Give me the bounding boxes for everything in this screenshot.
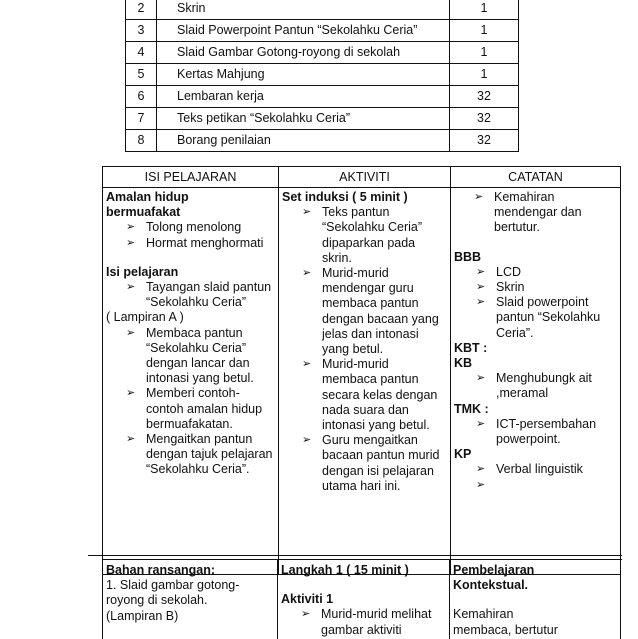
materials-qty-cell: 32 bbox=[450, 108, 519, 130]
list-item bbox=[282, 433, 447, 494]
materials-no-cell: 7 bbox=[126, 108, 157, 130]
kp-list bbox=[454, 462, 617, 491]
bahan-line-1: 1. Slaid gambar gotong- bbox=[106, 578, 240, 593]
lesson-next-row bbox=[102, 555, 622, 635]
arrow-bullet-icon: ➢ bbox=[476, 463, 486, 476]
arrow-bullet-icon: ➢ bbox=[126, 221, 136, 234]
isi-list-tayangan bbox=[106, 280, 275, 310]
langkah-1-title: Langkah 1 ( 15 minit ) bbox=[281, 563, 409, 577]
materials-item-cell: Teks petikan “Sekolahku Ceria” bbox=[157, 108, 450, 130]
bbb-list bbox=[454, 265, 617, 341]
arrow-bullet-icon: ➢ bbox=[126, 433, 136, 446]
aktiviti-list bbox=[282, 205, 447, 494]
list-item bbox=[454, 295, 617, 341]
tmk-list bbox=[454, 417, 617, 447]
arrow-bullet-icon: ➢ bbox=[301, 608, 311, 621]
isi-title-3: Isi pelajaran bbox=[106, 264, 179, 279]
arrow-bullet-icon: ➢ bbox=[126, 387, 136, 400]
aktiviti-cell bbox=[279, 188, 451, 575]
header-aktiviti: AKTIVITI bbox=[279, 167, 451, 188]
materials-qty-cell: 1 bbox=[450, 0, 519, 20]
list-item-text: Guru mengaitkan bacaan pantun murid dengan isi pelajaran utama hari ini. bbox=[322, 433, 440, 493]
kb-label: KB bbox=[454, 356, 473, 371]
list-item bbox=[454, 265, 617, 280]
arrow-bullet-icon: ➢ bbox=[476, 265, 486, 278]
bbb-label: BBB bbox=[454, 249, 482, 264]
arrow-bullet-icon: ➢ bbox=[476, 296, 486, 309]
arrow-bullet-icon: ➢ bbox=[302, 434, 312, 447]
materials-item-cell: Lembaran kerja bbox=[157, 86, 450, 108]
set-induksi-title: Set induksi ( 5 minit ) bbox=[282, 190, 408, 204]
arrow-bullet-icon: ➢ bbox=[126, 281, 136, 294]
materials-row bbox=[126, 20, 519, 42]
list-item bbox=[454, 371, 617, 401]
lesson-header-row bbox=[103, 167, 621, 188]
kemahiran-detail: membaca, bertutur bbox=[453, 622, 558, 637]
materials-qty-cell: 1 bbox=[450, 42, 519, 64]
bahan-line-2: royong di sekolah. bbox=[106, 593, 208, 608]
list-item bbox=[282, 357, 447, 433]
materials-no-cell: 4 bbox=[126, 42, 157, 64]
materials-table bbox=[125, 0, 519, 152]
isi-list-objectives bbox=[106, 326, 275, 478]
list-item bbox=[106, 326, 275, 387]
kp-label: KP bbox=[454, 447, 472, 462]
materials-no-cell: 5 bbox=[126, 64, 157, 86]
list-item-text: Kemahiran mendengar dan bertutur. bbox=[494, 190, 582, 235]
kemahiran-label: Kemahiran bbox=[453, 607, 514, 622]
list-item-text: Skrin bbox=[496, 280, 525, 295]
materials-qty-cell: 32 bbox=[450, 130, 519, 152]
list-item-text: Murid-murid mendengar guru membaca pantun dengan bacaan yang jelas dan intonasi yang betul. bbox=[322, 266, 439, 357]
lampiran-b-label: (Lampiran B) bbox=[106, 608, 179, 623]
materials-item-cell: Skrin bbox=[157, 0, 450, 20]
materials-row bbox=[126, 86, 519, 108]
list-item-text: Verbal linguistik bbox=[496, 462, 583, 477]
list-item-text: Tolong menolong bbox=[146, 220, 242, 235]
aktiviti-1-title: Aktiviti 1 bbox=[281, 592, 334, 607]
pembelajaran-kontekstual-cell bbox=[453, 563, 617, 638]
list-item bbox=[106, 236, 275, 251]
kb-list bbox=[454, 371, 617, 401]
isi-pelajaran-cell bbox=[103, 188, 279, 575]
list-item-text: ICT-persembahan powerpoint. bbox=[496, 416, 597, 447]
materials-qty-cell: 1 bbox=[450, 64, 519, 86]
aktiviti-1-item: Murid-murid melihat bbox=[321, 607, 432, 622]
arrow-bullet-icon: ➢ bbox=[302, 358, 312, 371]
catatan-cell bbox=[451, 188, 621, 575]
list-item bbox=[454, 417, 617, 447]
aktiviti-1-item-cont: gambar aktiviti bbox=[321, 622, 402, 637]
pembelajaran-label: Pembelajaran bbox=[453, 563, 535, 577]
materials-item-cell: Kertas Mahjung bbox=[157, 64, 450, 86]
catatan-list-kemahiran bbox=[454, 190, 617, 236]
lesson-plan-table bbox=[102, 166, 621, 575]
materials-row bbox=[126, 108, 519, 130]
isi-title-1: Amalan hidup bbox=[106, 190, 189, 204]
list-item-text: Menghubungk ait ,meramal bbox=[496, 371, 592, 401]
list-item bbox=[454, 280, 617, 295]
materials-row bbox=[126, 130, 519, 152]
langkah-1-cell bbox=[281, 563, 447, 638]
tmk-label: TMK : bbox=[454, 401, 489, 416]
arrow-bullet-icon: ➢ bbox=[476, 372, 486, 385]
arrow-bullet-icon: ➢ bbox=[476, 478, 486, 491]
header-isi-pelajaran: ISI PELAJARAN bbox=[103, 167, 279, 188]
arrow-bullet-icon: ➢ bbox=[476, 281, 486, 294]
arrow-bullet-icon: ➢ bbox=[126, 236, 136, 249]
materials-item-cell: Borang penilaian bbox=[157, 130, 450, 152]
materials-no-cell: 6 bbox=[126, 86, 157, 108]
arrow-bullet-icon: ➢ bbox=[476, 417, 486, 430]
isi-title-2: bermuafakat bbox=[106, 205, 181, 220]
list-item bbox=[106, 220, 275, 235]
arrow-bullet-icon: ➢ bbox=[302, 206, 312, 219]
kontekstual-label: Kontekstual. bbox=[453, 578, 529, 593]
materials-item-cell: Slaid Gambar Gotong-royong di sekolah bbox=[157, 42, 450, 64]
list-item-text: Hormat menghormati bbox=[146, 235, 264, 250]
list-item-text: LCD bbox=[496, 264, 522, 279]
isi-list-amalan bbox=[106, 220, 275, 250]
materials-row bbox=[126, 0, 519, 20]
materials-row bbox=[126, 64, 519, 86]
list-item-text: Teks pantun “Sekolahku Ceria” dipaparkan pada skrin. bbox=[322, 205, 423, 265]
materials-no-cell: 3 bbox=[126, 20, 157, 42]
bahan-ransangan-cell bbox=[106, 563, 274, 624]
lampiran-a-label: ( Lampiran A ) bbox=[106, 310, 184, 325]
list-item bbox=[454, 190, 617, 236]
list-item bbox=[106, 386, 275, 432]
header-catatan: CATATAN bbox=[451, 167, 621, 188]
arrow-bullet-icon: ➢ bbox=[474, 191, 484, 203]
materials-item-cell: Slaid Powerpoint Pantun “Sekolahku Ceria” bbox=[157, 20, 450, 42]
lesson-row bbox=[103, 188, 621, 575]
materials-no-cell: 2 bbox=[126, 0, 157, 20]
list-item bbox=[454, 462, 617, 477]
materials-qty-cell: 1 bbox=[450, 20, 519, 42]
materials-table-body bbox=[126, 0, 519, 152]
list-item bbox=[106, 432, 275, 478]
bahan-ransangan-title: Bahan ransangan: bbox=[106, 563, 216, 577]
list-item-text: Tayangan slaid pantun “Sekolahku Ceria” bbox=[146, 280, 272, 310]
list-item-text: Memberi contoh-contoh amalan hidup bermuafakatan. bbox=[146, 386, 263, 431]
list-item bbox=[282, 266, 447, 357]
kbt-label: KBT : bbox=[454, 340, 488, 355]
list-item-text: Membaca pantun “Sekolahku Ceria” dengan lancar dan intonasi yang betul. bbox=[146, 325, 254, 386]
list-item-text: Slaid powerpoint pantun “Sekolahku Ceria”. bbox=[496, 295, 601, 340]
list-item-text: Mengaitkan pantun dengan tajuk pelajaran “Sekolahku Ceria”. bbox=[146, 432, 273, 477]
materials-no-cell: 8 bbox=[126, 130, 157, 152]
list-item bbox=[106, 280, 275, 310]
arrow-bullet-icon: ➢ bbox=[302, 267, 312, 280]
materials-qty-cell: 32 bbox=[450, 86, 519, 108]
list-item-text: Murid-murid membaca pantun secara kelas dengan nada suara dan intonasi yang betul. bbox=[322, 357, 438, 433]
list-item bbox=[282, 205, 447, 266]
arrow-bullet-icon: ➢ bbox=[126, 326, 136, 339]
materials-row bbox=[126, 42, 519, 64]
